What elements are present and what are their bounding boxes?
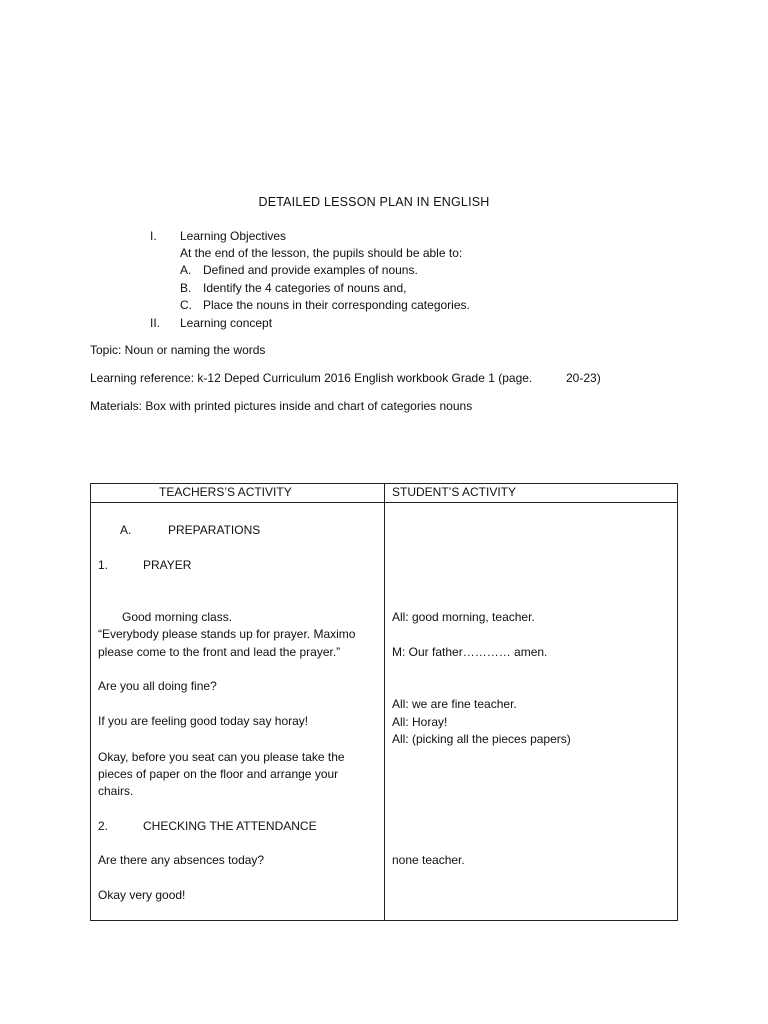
teacher-line: “Everybody please stands up for prayer. Maximo — [98, 627, 356, 641]
teacher-line: If you are feeling good today say horay! — [98, 714, 309, 728]
section-label: PREPARATIONS — [168, 523, 261, 537]
teacher-activity-cell — [91, 503, 385, 921]
student-line: All: Horay! — [392, 715, 448, 729]
teacher-activity-header — [91, 484, 385, 503]
student-activity-header — [385, 484, 678, 503]
reference-pages: 20-23) — [566, 371, 601, 385]
objective-letter: A. — [180, 263, 192, 277]
topic-line: Topic: Noun or naming the words — [90, 343, 266, 357]
teacher-line: Okay, before you seat can you please take the — [98, 750, 345, 764]
teacher-line: chairs. — [98, 784, 134, 798]
student-line: All: (picking all the pieces papers) — [392, 732, 571, 746]
student-activity-header-label: STUDENT’S ACTIVITY — [392, 485, 517, 499]
teacher-line: pieces of paper on the floor and arrange your — [98, 767, 339, 781]
teacher-line: Good morning class. — [122, 610, 233, 624]
table-header-row — [91, 484, 678, 503]
objective-item: Place the nouns in their corresponding categories. — [203, 298, 470, 312]
teacher-activity-header-label: TEACHERS’S ACTIVITY — [159, 485, 292, 499]
objective-item: Defined and provide examples of nouns. — [203, 263, 418, 277]
student-line: All: good morning, teacher. — [392, 610, 535, 624]
concept-heading: Learning concept — [180, 316, 273, 330]
reference-line: Learning reference: k-12 Deped Curriculum 2016 English workbook Grade 1 (page. — [90, 371, 533, 385]
step-label: PRAYER — [143, 558, 192, 572]
section-letter: A. — [120, 523, 132, 537]
materials-line: Materials: Box with printed pictures inside and chart of categories nouns — [90, 399, 473, 413]
activity-table — [90, 483, 678, 921]
student-line: none teacher. — [392, 853, 465, 867]
student-activity-cell — [385, 503, 678, 921]
teacher-line: Okay very good! — [98, 888, 186, 902]
objectives-intro: At the end of the lesson, the pupils should be able to: — [180, 246, 463, 260]
student-line: All: we are fine teacher. — [392, 697, 517, 711]
objective-item: Identify the 4 categories of nouns and, — [203, 281, 407, 295]
objective-letter: B. — [180, 281, 192, 295]
step-number: 1. — [98, 558, 109, 572]
document-title: DETAILED LESSON PLAN IN ENGLISH — [258, 195, 490, 209]
step-label: CHECKING THE ATTENDANCE — [143, 819, 317, 833]
teacher-line: please come to the front and lead the prayer.” — [98, 645, 341, 659]
table-row — [91, 503, 678, 921]
objective-letter: C. — [180, 298, 192, 312]
teacher-line: Are there any absences today? — [98, 853, 265, 867]
step-number: 2. — [98, 819, 109, 833]
concept-numeral: II. — [150, 316, 161, 330]
objectives-heading: Learning Objectives — [180, 229, 287, 243]
student-line: M: Our father………… amen. — [392, 645, 548, 659]
teacher-line: Are you all doing fine? — [98, 679, 217, 693]
objectives-numeral: I. — [150, 229, 157, 243]
